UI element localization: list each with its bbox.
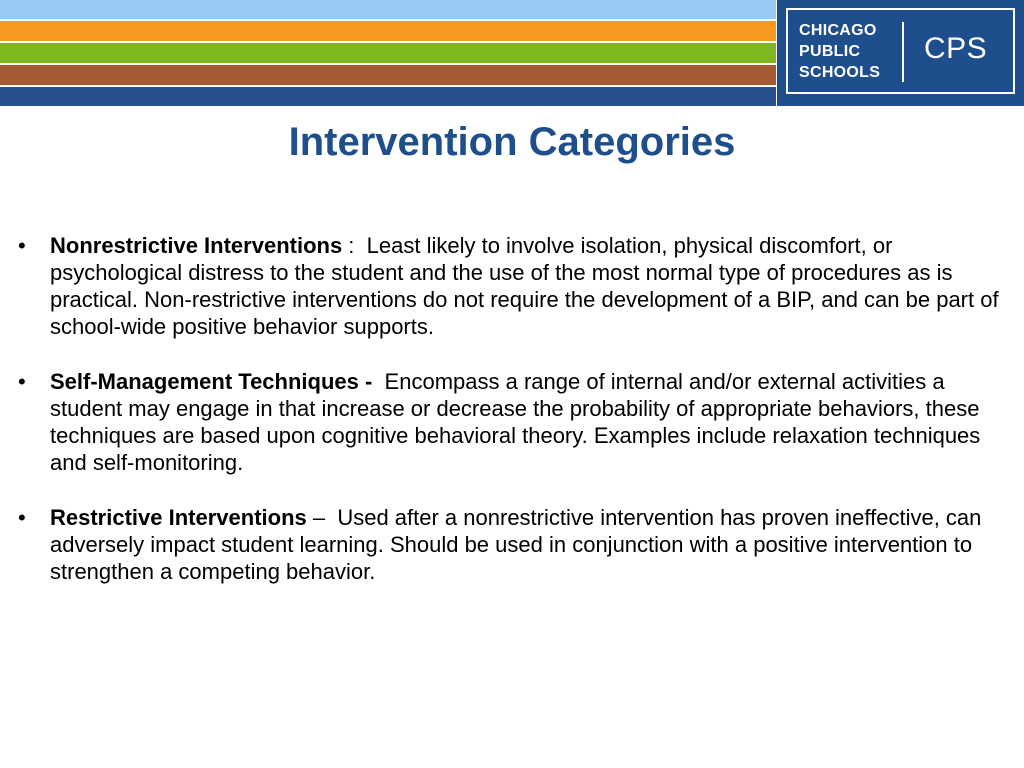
bullet-term: Self-Management Techniques - <box>50 369 373 394</box>
bullet-nonrestrictive <box>12 232 1012 340</box>
bullet-dot: • <box>18 369 26 394</box>
bullet-text: Least likely to involve isolation, physical discomfort, or psychological distress to the student and the use of the most normal type of procedures as is practical. Non-restrictive interventions do not require the development of a BIP, and can be part of school-wide positive behavior supports. <box>50 233 999 339</box>
logo-frame <box>786 8 1015 94</box>
bullet-dot: • <box>18 505 26 530</box>
bullet-text: Used after a nonrestrictive intervention has proven ineffective, can adversely impact student learning. Should be used in conjunction with a positive intervention to strengthen a competing behavior. <box>50 505 982 584</box>
bullet-term: Nonrestrictive Interventions <box>50 233 343 258</box>
bullet-separator <box>372 369 384 394</box>
bullet-text: Encompass a range of internal and/or external activities a student may engage in that increase or decrease the probability of appropriate behaviors, these techniques are based upon cognitive behavioral theory. Examples include relaxation techniques and self-monitoring. <box>50 369 981 475</box>
bullet-separator: – <box>306 505 338 530</box>
bullet-restrictive <box>12 504 1012 585</box>
bullet-self-management <box>12 368 1012 476</box>
logo-wordmark <box>799 20 880 83</box>
bullet-dot: • <box>18 233 26 258</box>
stripe-orange <box>0 21 776 41</box>
logo-abbr: CPS <box>924 32 988 65</box>
logo-line-3: SCHOOLS <box>799 64 881 81</box>
stripe-brown <box>0 65 776 85</box>
stripe-green <box>0 43 776 63</box>
cps-logo <box>777 0 1024 106</box>
slide-title: Intervention Categories <box>288 120 736 164</box>
logo-divider <box>902 22 904 82</box>
bullet-separator: : <box>342 233 367 258</box>
bullet-term: Restrictive Interventions <box>50 505 307 530</box>
logo-line-2: PUBLIC <box>799 43 861 60</box>
stripe-dark-blue <box>0 87 776 106</box>
header-stripes <box>0 0 776 106</box>
stripe-light-blue <box>0 0 776 19</box>
bullet-list <box>12 232 1012 613</box>
logo-line-1: CHICAGO <box>799 22 877 39</box>
